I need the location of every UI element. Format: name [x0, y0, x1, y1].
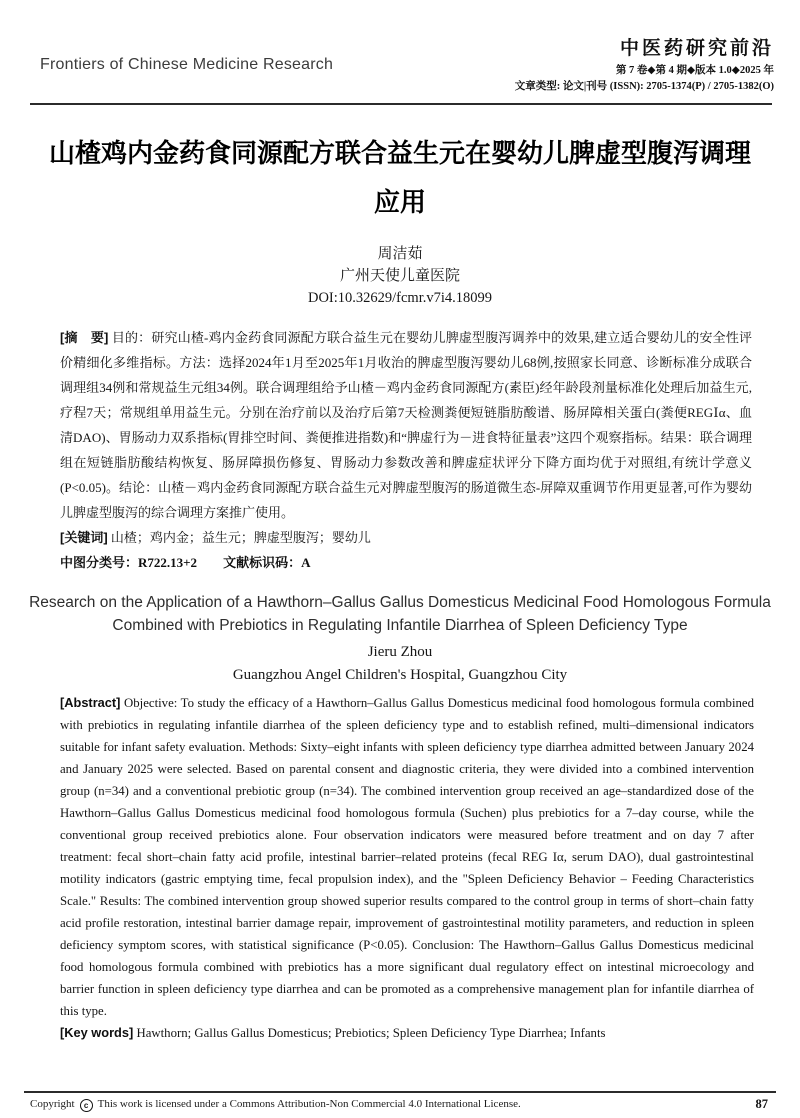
journal-info-block: [515, 36, 774, 95]
journal-article-type-line: 文章类型: 论文|刊号 (ISSN): 2705-1374(P) / 2705-1382(O): [514, 81, 774, 92]
article-title-en-line2: Combined with Prebiotics in Regulating Infantile Diarrhea of Spleen Deficiency Type: [112, 617, 688, 634]
article-title-cn-line2: 应用: [373, 188, 426, 217]
doi-line: DOI:10.32629/fcmr.v7i4.18099: [307, 290, 493, 306]
page-footer: [0, 1091, 800, 1112]
keywords-cn: [60, 525, 752, 550]
affiliation-en: Guangzhou Angel Children's Hospital, Guangzhou City: [232, 667, 568, 683]
journal-header: [0, 0, 800, 95]
author-block: [0, 243, 800, 309]
keywords-en: [60, 1022, 754, 1044]
abstract-en-label: [Abstract]: [60, 695, 121, 710]
clc-label: 中图分类号：: [60, 555, 139, 570]
doc-code-label: 文献标识码：: [223, 555, 302, 570]
article-title-cn-line1: 山楂鸡内金药食同源配方联合益生元在婴幼儿脾虚型腹泻调理: [48, 139, 751, 168]
keywords-en-label: [Key words]: [60, 1025, 134, 1040]
clc-line: [60, 550, 752, 575]
keywords-cn-label: [关键词]: [60, 530, 108, 545]
copyright-label: Copyright: [30, 1097, 75, 1110]
journal-name-en: Frontiers of Chinese Medicine Research: [40, 56, 334, 73]
abstract-cn-text: 目的：研究山楂-鸡内金药食同源配方联合益生元在婴幼儿脾虚型腹泻调养中的效果,建立适合婴幼儿的安全性评价精细化多维指标。方法：选择2024年1月至2025年1月收治的脾虚型腹泻婴幼儿68例,按照家长同意、诊断标准分成联合调理组34例和常规益生元组34例。联合调理组给予山楂－鸡内金药食同源配方(素臣)经年龄段剂量标准化处理后加益生元,疗程7天；常规组单用益生元。分别在治疗前以及治疗后第7天检测粪便短链脂肪酸谱、肠屏障相关蛋白(粪便REGⅠα、血清DAO)、胃肠动力双系指标(胃排空时间、粪便推进指数)和“脾虚行为－进食特征量表”这四个观察指标。结果：联合调理组在短链脂肪酸结构恢复、肠屏障损伤修复、胃肠动力参数改善和脾虚症状评分下降方面均优于对照组,有统计学意义(P<0.05)。结论：山楂－鸡内金药食同源配方联合益生元对脾虚型腹泻的肠道微生态-屏障双重调节作用更显著,可作为婴幼儿脾虚型腹泻的综合调理方案推广使用。: [60, 330, 752, 520]
abstract-en-text: Objective: To study the efficacy of a Hawthorn–Gallus Gallus Domesticus medicinal food homologous formula combined with prebiotics in regulating infantile diarrhea of the spleen deficiency type and to establish refined, multi–dimensional indicators suitable for infant safety evaluation. Methods: Sixty–eight infants with spleen deficiency type diarrhea admitted between January 2024 and January 2025 were selected. Based on parental consent and diagnostic criteria, they were divided into a combined intervention group (n=34) and a conventional prebiotic group (n=34). The combined intervention group received an age–standardized dose of the Hawthorn–Gallus Gallus Domesticus medicinal food homologous formula (Suchen) plus prebiotics for a 7–day course, while the conventional group received prebiotics alone. Four observation indicators were measured before treatment and on day 7 after treatment: fecal short–chain fatty acid profile, intestinal barrier–related proteins (fecal REG Iα, serum DAO), dual gastrointestinal motility indicators (gastric emptying time, fecal propulsion index), and the "Spleen Deficiency Behavior – Feeding Characteristics Scale." Results: The combined intervention group showed superior results compared to the control group in terms of short–chain fatty acid profile restoration, intestinal barrier damage repair, improvement of gastrointestinal motility parameters, and reduction in spleen deficiency symptom scores, with statistical significance (P<0.05). Conclusion: The Hawthorn–Gallus Gallus Domesticus medicinal food homologous formula combined with prebiotics has a more significant dual regulatory effect on intestinal microecology and barrier function in spleen deficiency type diarrhea and can be promoted as a comprehensive management plan for infantile diarrhea of this type.: [60, 696, 754, 1018]
copyright-icon: c: [80, 1099, 93, 1112]
author-name-en: Jieru Zhou: [367, 644, 433, 660]
article-title-cn: [30, 129, 770, 227]
keywords-cn-text: 山楂；鸡内金；益生元；脾虚型腹泻；婴幼儿: [110, 530, 371, 545]
footer-rule: [24, 1091, 776, 1093]
page-number: 87: [755, 1097, 768, 1111]
doc-code-value: A: [301, 555, 311, 570]
clc-value: R722.13+2: [138, 555, 198, 570]
article-title-en: [20, 591, 780, 637]
affiliation-cn: 广州天使儿童医院: [339, 268, 460, 284]
abstract-cn-label: [摘 要]: [60, 330, 109, 345]
abstract-cn: [60, 325, 752, 525]
keywords-en-text: Hawthorn; Gallus Gallus Domesticus; Prebiotics; Spleen Deficiency Type Diarrhea; Infants: [136, 1026, 606, 1040]
journal-name-cn: 中医药研究前沿: [619, 38, 774, 59]
article-title-en-line1: Research on the Application of a Hawthorn–Gallus Gallus Domesticus Medicinal Food Homologous Formula: [29, 594, 771, 611]
license-line: [30, 1098, 521, 1112]
license-text: This work is licensed under a Commons Attribution-Non Commercial 4.0 International License.: [97, 1097, 521, 1110]
author-name-cn: 周洁茹: [377, 246, 423, 262]
abstract-en: [60, 692, 754, 1022]
header-rule: [30, 103, 772, 105]
journal-issue-line: 第 7 卷◆第 4 期◆版本 1.0◆2025 年: [615, 65, 774, 76]
